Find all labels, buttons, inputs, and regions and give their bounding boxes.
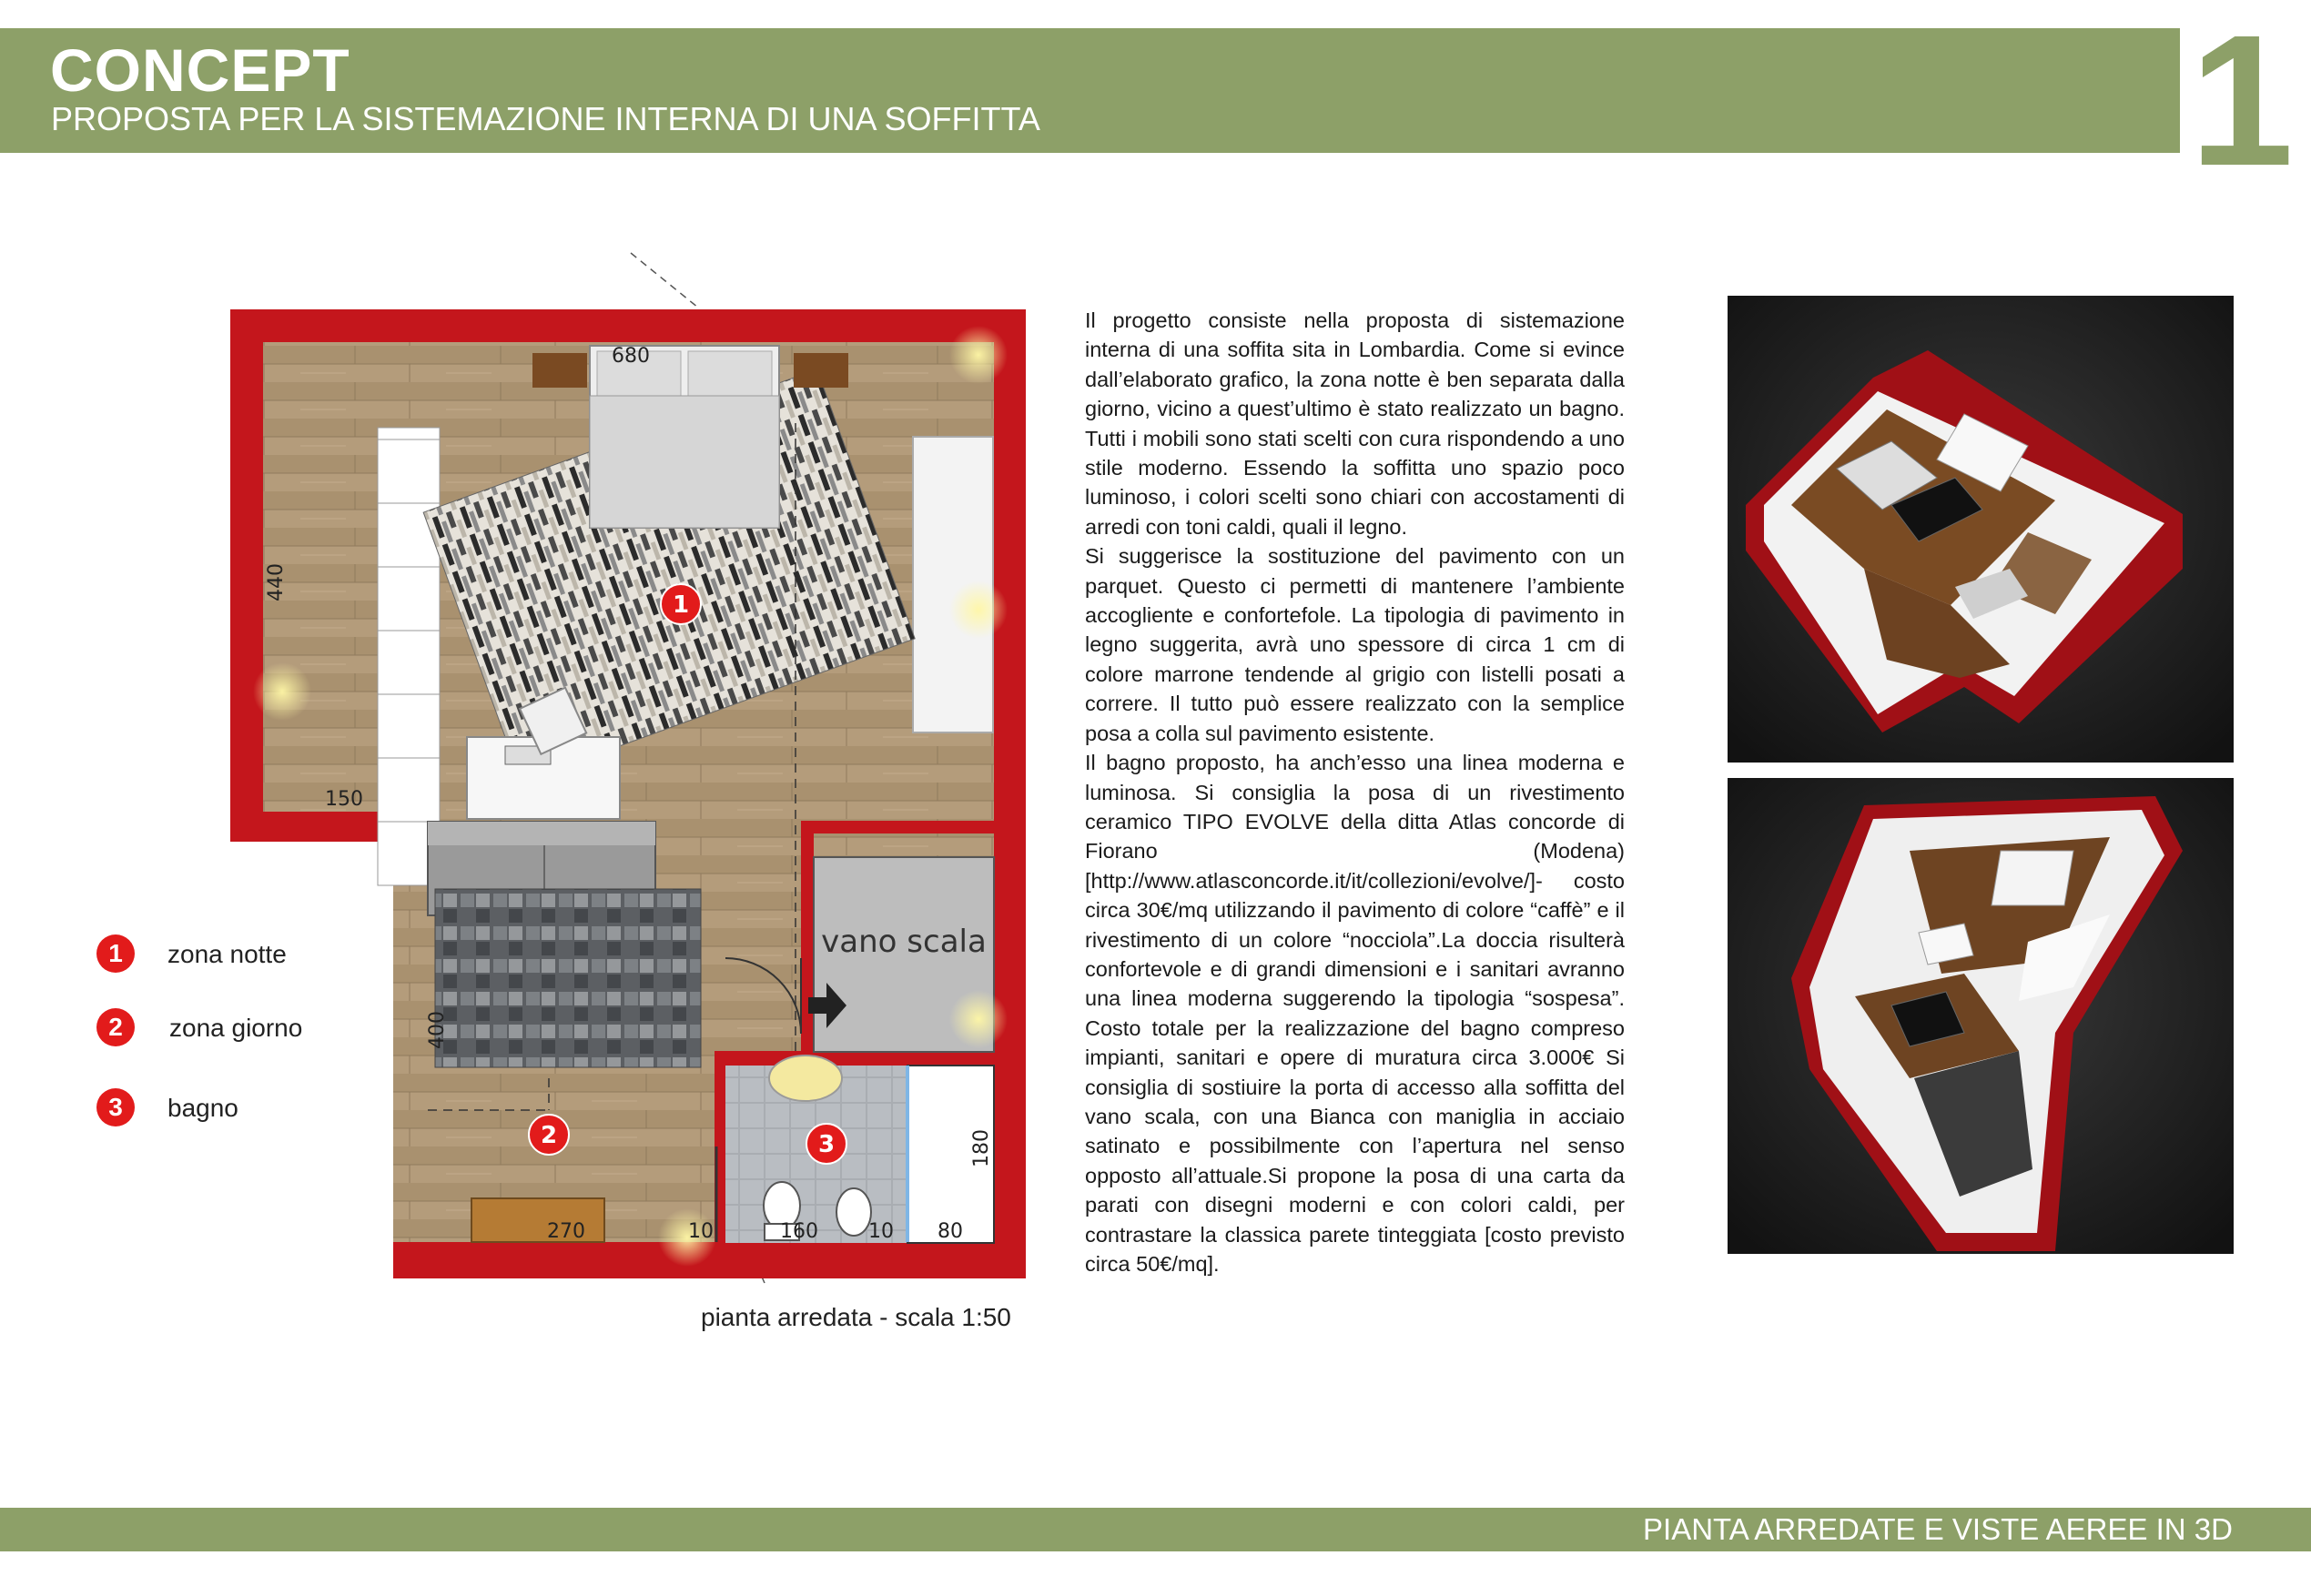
legend-number: 2: [96, 1008, 135, 1046]
dim-shower-width: 80: [938, 1220, 963, 1243]
dim-gap-b: 10: [868, 1220, 894, 1243]
page-title: CONCEPT: [50, 36, 350, 104]
dim-left-height: 440: [265, 563, 288, 601]
footer-label: PIANTA ARREDATE E VISTE AEREE IN 3D: [1643, 1512, 2233, 1546]
render-3d-aerial-view-1: [1728, 296, 2234, 763]
dim-bath-width: 160: [780, 1220, 818, 1243]
dim-living-width: 270: [547, 1220, 585, 1243]
legend-label: zona notte: [167, 940, 287, 968]
zone-marker-2: 2: [540, 1122, 558, 1149]
plan-caption: pianta arredata - scala 1:50: [701, 1303, 1011, 1331]
legend-label: bagno: [167, 1094, 238, 1122]
dim-shower-height: 180: [970, 1129, 993, 1167]
page-number: 1: [2189, 0, 2294, 205]
zone-marker-1: 1: [672, 591, 690, 619]
legend-number: 1: [96, 934, 135, 973]
dim-gap-a: 10: [688, 1220, 714, 1243]
page-subtitle: PROPOSTA PER LA SISTEMAZIONE INTERNA DI UNA SOFFITTA: [51, 100, 1040, 137]
legend-label: zona giorno: [169, 1014, 303, 1042]
project-description: [1085, 306, 1625, 1278]
legend-number: 3: [96, 1088, 135, 1126]
floor-plan: [0, 237, 1065, 1356]
stair-room-label: vano scala: [821, 924, 987, 960]
description-paragraph: Il bagno proposto, ha anch’esso una linea moderna e luminosa. Si consiglia la posa di un rivestimento ceramico TIPO EVOLVE della ditta Atlas concorde di Fiorano (Modena) [http://www.atlasconcorde.it/it/collezioni/evolve/]- costo circa 30€/mq utilizzando il pavimento di colore “caffè” e il rivestimento di un colore “nocciola”.La doccia risulterà confortevole e di grandi dimensioni e i sanitari avranno una linea moderna suggerendo la tipologia “sospesa”. Costo totale per la realizzazione del bagno compreso impianti, sanitari e opere di muratura circa 3.000€ Si consiglia di sostiuire la porta di accesso alla soffitta del vano scala, con una Bianca con maniglia in acciaio satinato e possibilmente con l’apertura nel senso opposto all’attuale.Si propone la posa di una carta da parati con disegni moderni e con colori caldi, per contrastare la classica parete tinteggiata [costo previsto circa 50€/mq].: [1085, 751, 1625, 1276]
dim-top-width: 680: [612, 345, 650, 368]
render-3d-aerial-view-2: [1728, 778, 2234, 1254]
dim-living-height: 400: [426, 1011, 449, 1049]
dim-left-niche: 150: [325, 788, 363, 811]
description-paragraph: Si suggerisce la sostituzione del pavimento con un parquet. Questo ci permetti di mantenere l’ambiente accogliente e confortefole. La tipologia di pavimento in legno suggerita, avrà uno spessore di circa 1 cm di colore marrone tendende al grigio con listelli posati a correre. Il tutto può essere realizzato con la semplice posa a colla sul pavimento esistente.: [1085, 544, 1625, 745]
zone-marker-3: 3: [817, 1131, 836, 1158]
description-paragraph: Il progetto consiste nella proposta di sistemazione interna di una soffita sita in Lombardia. Come si evince dall’elaborato grafico, la zona notte è ben separata dalla giorno, vicino a quest’ultimo è stato realizzato un bagno. Tutti i mobili sono stati scelti con cura rispondendo a uno stile moderno. Essendo la soffitta uno spazio poco luminoso, i colori scelti sono chiari con accostamenti di arredi con toni caldi, quali il legno.: [1085, 308, 1625, 539]
